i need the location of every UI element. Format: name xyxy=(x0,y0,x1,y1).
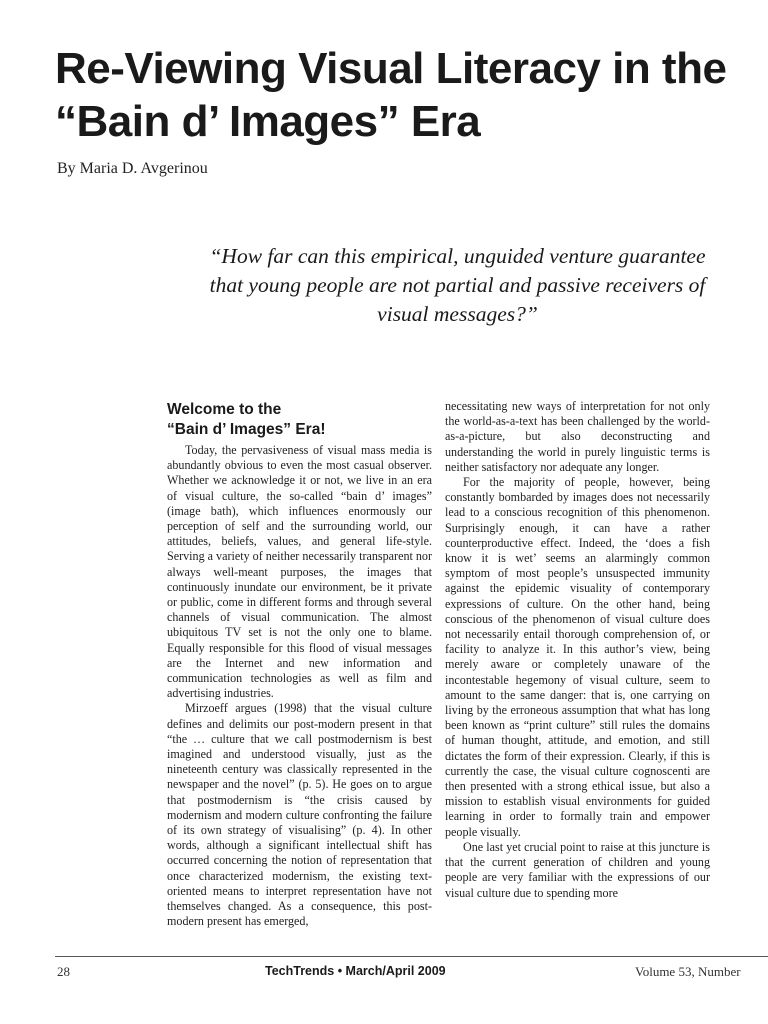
byline: By Maria D. Avgerinou xyxy=(57,160,208,177)
right-column xyxy=(445,399,710,901)
article-title: Re-Viewing Visual Literacy in the “Bain d’ Images” Era xyxy=(55,44,727,146)
section-heading-line-1: Welcome to the xyxy=(167,401,282,418)
body-paragraph: For the majority of people, however, being constantly bombarded by images does not necessarily lead to a conscious recognition of this phenomenon. Surprisingly enough, it can have a rather counterproductive effect. Indeed, the ‘does a fish know it is wet’ seems an alarmingly common symptom of most people’s unsuspected immunity against the epidemic visuality of contemporary expressions of culture. On the other hand, being conscious of the phenomenon of visual culture does not necessarily entail thorough comprehension of, or facility to analyze it. In this author’s view, being merely aware or completely unaware of the incontestable hegemony of visual culture, seem to amount to the same danger: that is, one carrying on living by the erroneous assumption that what has long been known as “print culture” still rules the domains of human thought, attitude, and emotion, and still dictates the form of their expression. Clearly, if this is currently the case, the visual culture cognoscenti are then presented with a strong ethical issue, but also a mission to establish visual environments for guided learning in order to formally train and empower people visually. xyxy=(445,475,710,839)
footer-rule xyxy=(55,956,768,957)
page-number: 28 xyxy=(57,964,70,979)
pull-quote: “How far can this empirical, unguided venture guarantee that young people are not partial and passive receivers of visual messages?” xyxy=(209,244,706,326)
section-heading xyxy=(167,400,432,440)
section-heading-line-2: “Bain d’ Images” Era! xyxy=(167,421,326,438)
body-paragraph: Mirzoeff argues (1998) that the visual culture defines and delimits our post-modern present in that “the … culture that we call postmodernism is best imagined and understood visually, just as the nineteenth century was classically represented in the newspaper and the novel” (p. 5). He goes on to argue that postmodernism is “the crisis caused by modernism and modern culture confronting the failure of its own strategy of visualising” (p. 4). In other words, although a significant intellectual shift has occurred concerning the notion of representation that once characterized modernism, the existing text-oriented means to interpret representation have not themselves changed. As a consequence, this post-modern present has emerged, xyxy=(167,701,432,929)
body-paragraph-continued: necessitating new ways of interpretation for not only the world-as-a-text has been challenged by the world-as-a-picture, but also deconstructing and understanding the world in purely linguistic terms is neither satisfactory nor adequate any longer. xyxy=(445,399,710,474)
journal-citation: TechTrends • March/April 2009 xyxy=(265,964,446,978)
left-column xyxy=(167,398,432,930)
body-paragraph: One last yet crucial point to raise at this juncture is that the current generation of children and young people are very familiar with the expressions of our visual culture due to spending more xyxy=(445,839,710,900)
volume-info: Volume 53, Number xyxy=(635,964,741,979)
body-paragraph: Today, the pervasiveness of visual mass media is abundantly obvious to even the most casual observer. Whether we acknowledge it or not, we live in an era of visual culture, the so-called “bain d’ images” (image bath), which influences enormously our perception of self and the surrounding world, our attitudes, beliefs, values, and general life-style. Serving a variety of neither necessarily transparent nor always well-meant purposes, the images that continuously inundate our environment, be it private or public, come in different forms and through several channels of visual communication. The almost ubiquitous TV set is not the only one to blame. Equally responsible for this flood of visual messages are the Internet and new information and communication technologies as well as film and advertising industries. xyxy=(167,443,432,701)
